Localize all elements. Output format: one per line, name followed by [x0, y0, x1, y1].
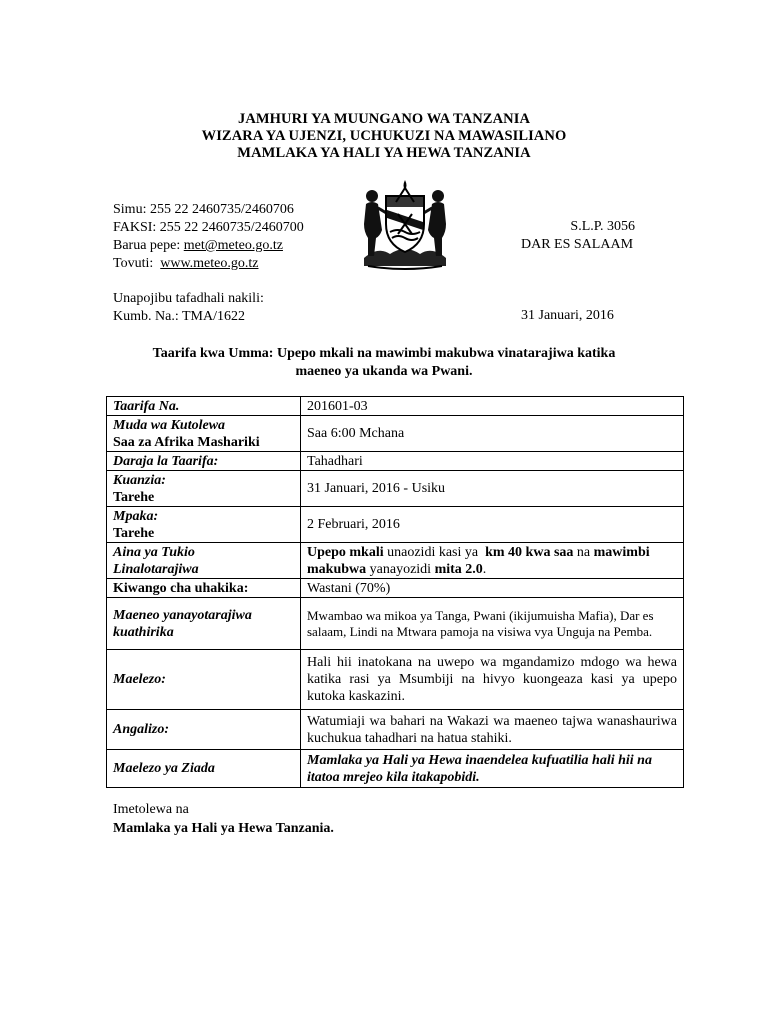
- row-value: Wastani (70%): [301, 579, 684, 598]
- contact-fax: FAKSI: 255 22 2460735/2460700: [113, 220, 304, 235]
- row-value: Tahadhari: [301, 452, 684, 471]
- table-row: [107, 416, 684, 452]
- row-label: Maelezo:: [107, 650, 301, 710]
- row-label: Mpaka: Tarehe: [107, 507, 301, 543]
- header-ministry: WIZARA YA UJENZI, UCHUKUZI NA MAWASILIANO: [201, 128, 567, 144]
- table-row: [107, 452, 684, 471]
- row-label: Daraja la Taarifa:: [107, 452, 301, 471]
- contact-email-row: [113, 237, 283, 255]
- table-row: [107, 543, 684, 579]
- issued-by-label: Imetolewa na: [113, 802, 189, 817]
- row-value: 31 Januari, 2016 - Usiku: [301, 471, 684, 507]
- postal-box: S.L.P. 3056: [570, 219, 635, 234]
- contact-website-link[interactable]: www.meteo.go.tz: [160, 256, 259, 271]
- row-label: Angalizo:: [107, 710, 301, 750]
- row-value: 201601-03: [301, 397, 684, 416]
- row-value: Watumiaji wa bahari na Wakazi wa maeneo tajwa wanashauriwa kuchukua tahadhari na hatua stahiki.: [301, 710, 684, 750]
- row-label: Kuanzia: Tarehe: [107, 471, 301, 507]
- row-label: Taarifa Na.: [107, 397, 301, 416]
- row-label: Kiwango cha uhakika:: [107, 579, 301, 598]
- reply-note: Unapojibu tafadhali nakili:: [113, 291, 264, 306]
- table-row: [107, 650, 684, 710]
- warning-details-table: [106, 396, 684, 788]
- contact-phone: Simu: 255 22 2460735/2460706: [113, 202, 294, 217]
- row-value: 2 Februari, 2016: [301, 507, 684, 543]
- document-date: 31 Januari, 2016: [521, 308, 614, 323]
- row-label: Maeneo yanayotarajiwa kuathirika: [107, 598, 301, 650]
- row-label: Aina ya Tukio Linalotarajiwa: [107, 543, 301, 579]
- header-authority: MAMLAKA YA HALI YA HEWA TANZANIA: [237, 145, 531, 161]
- row-value: Saa 6:00 Mchana: [301, 416, 684, 452]
- row-value: Hali hii inatokana na uwepo wa mgandamizo mdogo wa hewa katika rasi ya Msumbiji na hivyo kuongeaza kasi ya upepo kutoka kaskazini.: [301, 650, 684, 710]
- table-row: [107, 750, 684, 788]
- contact-email-link[interactable]: met@meteo.go.tz: [183, 238, 283, 253]
- reference-number: Kumb. Na.: TMA/1622: [113, 309, 245, 324]
- table-row: [107, 579, 684, 598]
- table-row: [107, 471, 684, 507]
- table-row: [107, 710, 684, 750]
- row-label: Muda wa Kutolewa Saa za Afrika Mashariki: [107, 416, 301, 452]
- contact-email-label: Barua pepe:: [113, 238, 184, 253]
- contact-website-row: [113, 255, 258, 273]
- header-republic: JAMHURI YA MUUNGANO WA TANZANIA: [237, 111, 531, 127]
- notice-title-line2: maeneo ya ukanda wa Pwani.: [295, 364, 473, 379]
- table-row: [107, 598, 684, 650]
- row-value: Mwambao wa mikoa ya Tanga, Pwani (ikijumuisha Mafia), Dar es salaam, Lindi na Mtwara pamoja na visiwa vya Unguja na Pemba.: [301, 598, 684, 650]
- postal-city: DAR ES SALAAM: [521, 237, 634, 252]
- row-value: Mamlaka ya Hali ya Hewa inaendelea kufuatilia hali hii na itatoa mrejeo kila itakapobidi.: [301, 750, 684, 788]
- table-row: [107, 397, 684, 416]
- notice-title-line1: Taarifa kwa Umma: Upepo mkali na mawimbi makubwa vinatarajiwa katika: [152, 346, 616, 361]
- table-row: [107, 507, 684, 543]
- contact-website-label: Tovuti:: [113, 256, 161, 271]
- coat-of-arms-icon: [358, 174, 452, 272]
- issuing-authority: Mamlaka ya Hali ya Hewa Tanzania.: [113, 821, 334, 836]
- row-label: Maelezo ya Ziada: [107, 750, 301, 788]
- row-value: Upepo mkali unaozidi kasi ya km 40 kwa saa na mawimbi makubwa yanayozidi mita 2.0.: [301, 543, 684, 579]
